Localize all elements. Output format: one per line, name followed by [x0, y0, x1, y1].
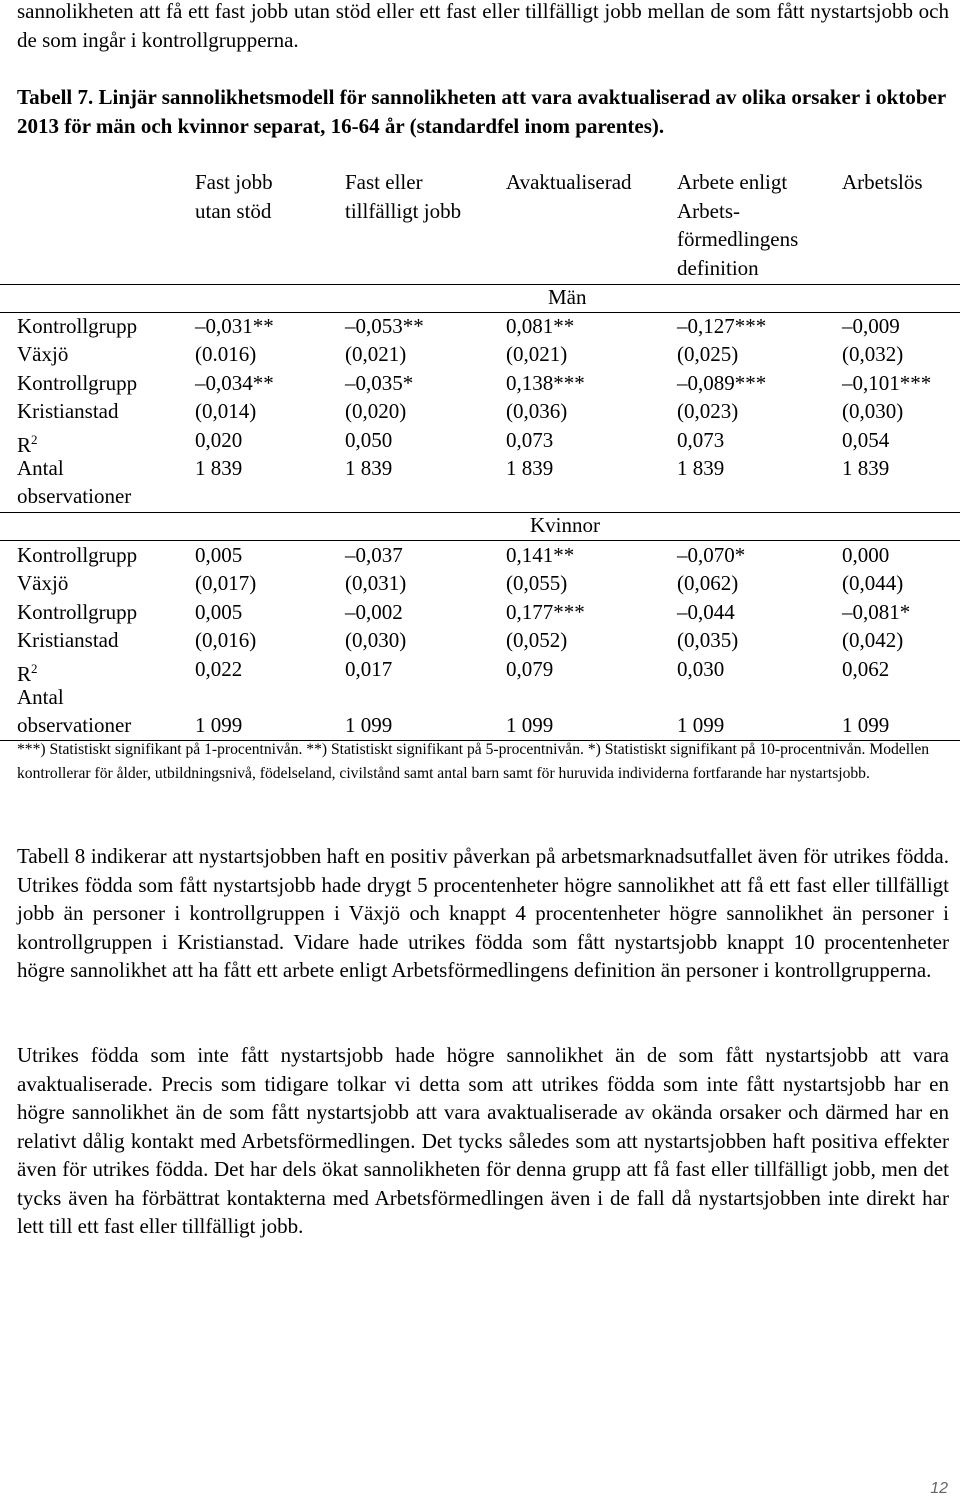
table-cell: 0,073: [677, 428, 725, 452]
section-rule-man: [0, 312, 960, 313]
table-cell: 0,062: [842, 657, 890, 681]
header-arbetslos: Arbetslös: [842, 170, 923, 194]
table-cell: –0,053** (0,021): [345, 314, 424, 366]
table-cell: 0,138*** (0,036): [506, 371, 585, 423]
table-cell: –0,031** (0.016): [195, 314, 274, 366]
table-cell: –0,009 (0,032): [842, 314, 904, 366]
table-cell: –0,034** (0,014): [195, 371, 274, 423]
table-cell: 1 099: [842, 713, 890, 737]
row-label-vaxjo-kvinnor: Kontrollgrupp Växjö: [17, 543, 138, 595]
table-cell: 0,054: [842, 428, 890, 452]
table-cell: 1 099: [506, 713, 554, 737]
table-cell: 0,073: [506, 428, 554, 452]
header-fast-eller-tillfalligt: Fast eller tillfälligt jobb: [345, 170, 462, 223]
table-cell: –0,044 (0,035): [677, 600, 739, 652]
table-cell: 0,020: [195, 428, 243, 452]
row-label-r2-kvinnor: $R^2$: [17, 661, 38, 686]
section-title-man: Män: [548, 285, 587, 309]
table-cell: 0,030: [677, 657, 725, 681]
table-cell: –0,035* (0,020): [345, 371, 414, 423]
table-cell: 0,081** (0,021): [506, 314, 575, 366]
table-cell: 0,177*** (0,052): [506, 600, 585, 652]
header-rule: [0, 284, 960, 285]
table-cell: 1 839: [506, 456, 554, 480]
table-cell: –0,037 (0,031): [345, 543, 407, 595]
table-caption: Tabell 7. Linjär sannolikhetsmodell för sannolikheten att vara avaktualiserad av olika orsaker i oktober 2013 för män och kvinnor separat, 16-64 år (standardfel inom parentes).: [17, 85, 946, 138]
table-cell: –0,127*** (0,025): [677, 314, 767, 366]
table-cell: 1 839: [195, 456, 243, 480]
table-cell: 0,141** (0,055): [506, 543, 575, 595]
table-cell: 1 099: [345, 713, 393, 737]
table-cell: 0,000 (0,044): [842, 543, 904, 595]
table-cell: –0,101*** (0,030): [842, 371, 932, 423]
header-arbete-enligt: Arbete enligt Arbets- förmedlingens definition: [677, 170, 799, 280]
page-number: 12: [930, 1480, 948, 1497]
table-cell: –0,089*** (0,023): [677, 371, 767, 423]
intro-paragraph: sannolikheten att få ett fast jobb utan stöd eller ett fast eller tillfälligt jobb mellan de som fått nystartsjobb och de som ingår i kontrollgrupperna.: [17, 0, 949, 52]
table-cell: –0,070* (0,062): [677, 543, 746, 595]
table-cell: 0,017: [345, 657, 393, 681]
section-title-kvinnor: Kvinnor: [530, 513, 600, 537]
table-cell: –0,081* (0,042): [842, 600, 911, 652]
table-cell: 0,005 (0,017): [195, 543, 257, 595]
row-label-antal-kvinnor: Antal observationer: [17, 685, 132, 737]
body-paragraph-2: Utrikes födda som inte fått nystartsjobb hade högre sannolikhet än de som fått nystartsjobb att vara avaktualiserade. Precis som tidigare tolkar vi detta som att utrikes födda som inte fått nystartsjobb har en högre sannolikhet än de som fått nystartsjobb att vara avaktualiserade av okända orsaker och därmed har en relativt dålig kontakt med Arbetsförmedlingen. Det tycks således som att nystartsjobben haft positiva effekter även för utrikes födda. Det har dels ökat sannolikheten för denna grupp att få fast eller tillfälligt jobb, men det tycks även ha förbättrat kontakterna med Arbetsförmedlingen även i de fall då nystartsjobben inte direkt har lett till ett fast eller tillfälligt jobb.: [17, 1043, 949, 1238]
table-cell: 1 839: [677, 456, 725, 480]
table-cell: 0,050: [345, 428, 393, 452]
table-cell: 0,005 (0,016): [195, 600, 257, 652]
table-footnote: ***) Statistiskt signifikant på 1-procentnivån. **) Statistiskt signifikant på 5-procentnivån. *) Statistiskt signifikant på 10-procentnivån. Modellen kontrollerar för ålder, utbildningsnivå, födelseland, civilstånd samt antal barn samt för huruvida individerna fortfarande har nystartsjobb.: [17, 741, 930, 782]
table-cell: 1 099: [195, 713, 243, 737]
row-label-vaxjo-man: Kontrollgrupp Växjö: [17, 314, 138, 366]
row-label-r2-man: $R^2$: [17, 432, 38, 457]
header-avaktualiserad: Avaktualiserad: [506, 170, 632, 194]
table-cell: –0,002 (0,030): [345, 600, 407, 652]
section-rule-top-kvinnor: [0, 512, 960, 513]
table-cell: 1 839: [345, 456, 393, 480]
row-label-kristianstad-kvinnor: Kontrollgrupp Kristianstad: [17, 600, 138, 652]
regression-table: [0, 0, 960, 740]
body-paragraph-1: Tabell 8 indikerar att nystartsjobben haft en positiv påverkan på arbetsmarknadsutfallet även för utrikes födda. Utrikes födda som fått nystartsjobb hade drygt 5 procentenheter högre sannolikhet att få ett fast eller tillfälligt jobb än personer i kontrollgruppen i Växjö och knappt 4 procentenheter högre sannolikhet än personer i kontrollgruppen i Kristianstad. Vidare hade utrikes födda som fått nystartsjobb knappt 10 procentenheter högre sannolikhet att ha fått ett arbete enligt Arbetsförmedlingens definition än personer i kontrollgrupperna.: [17, 844, 949, 982]
section-rule-kvinnor: [0, 540, 960, 541]
row-label-kristianstad-man: Kontrollgrupp Kristianstad: [17, 371, 138, 423]
header-fast-jobb: Fast jobb utan stöd: [195, 170, 273, 223]
table-cell: 0,022: [195, 657, 243, 681]
table-cell: 1 099: [677, 713, 725, 737]
table-cell: 0,079: [506, 657, 554, 681]
row-label-antal-man: Antal observationer: [17, 456, 132, 508]
table-cell: 1 839: [842, 456, 890, 480]
